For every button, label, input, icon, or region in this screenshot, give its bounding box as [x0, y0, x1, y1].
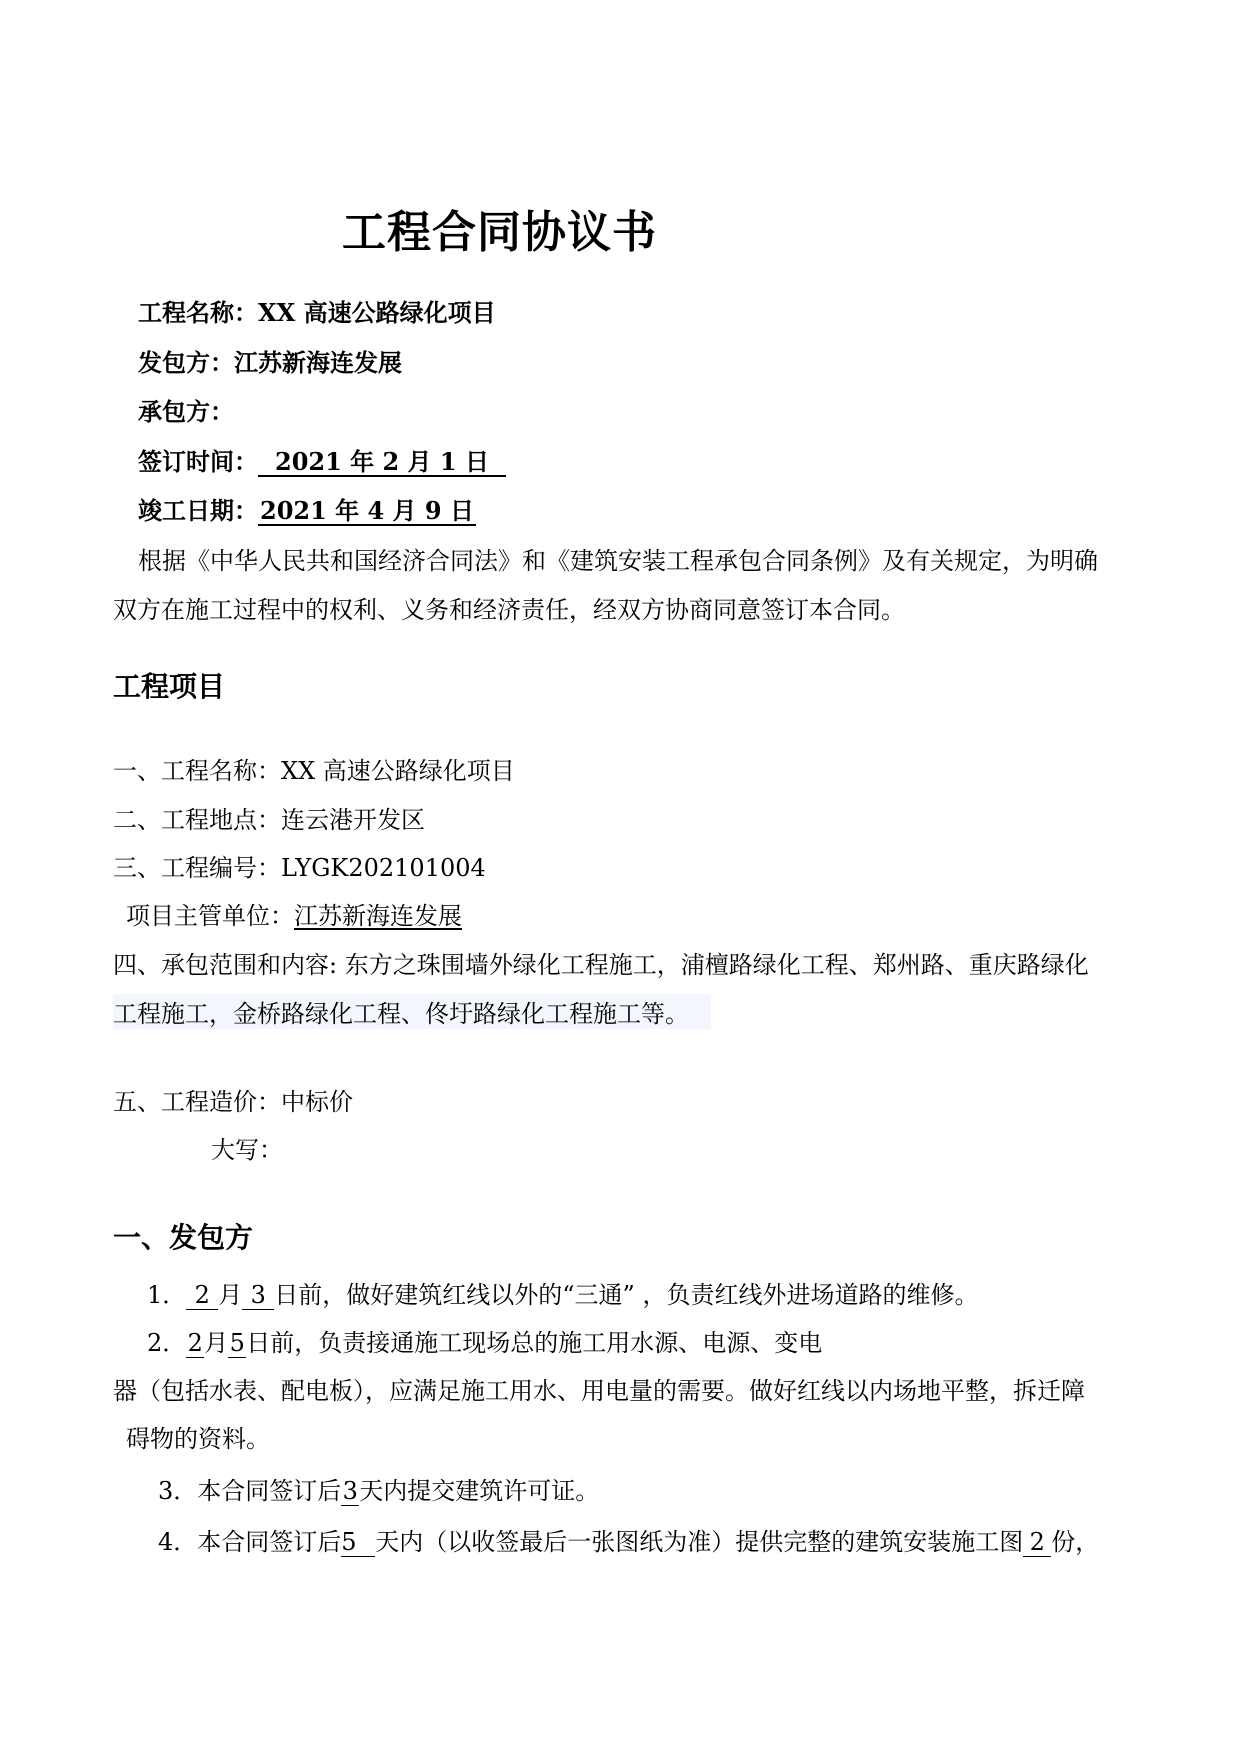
- client-item-2-month: 2: [187, 1329, 203, 1357]
- project-item-name: [113, 751, 515, 786]
- project-item-name-label: 一、工程名称：: [113, 757, 281, 785]
- project-scope-label: 四、承包范围和内容:: [113, 951, 345, 979]
- project-scope-line-1: [113, 945, 1089, 980]
- client-item-4-mid: 天内（以收签最后一张图纸为准）提供完整的建筑安装施工图: [375, 1528, 1024, 1556]
- client-item-4: [158, 1522, 1099, 1557]
- completion-date-value: 2021 年 4 月 9 日: [258, 498, 476, 526]
- client-row: [138, 343, 402, 378]
- client-item-4-post: 份，: [1051, 1528, 1100, 1556]
- project-item-code-label: 三、工程编号：: [113, 854, 281, 882]
- intro-line-1: 根据《中华人民共和国经济合同法》和《建筑安装工程承包合同条例》及有关规定，为明确: [138, 547, 1098, 575]
- completion-date-label: 竣工日期：: [138, 496, 258, 525]
- client-item-2-month-unit: 月: [204, 1329, 229, 1357]
- document-title: 工程合同协议书: [342, 207, 657, 258]
- project-scope-line-2: 工程施工，金桥路绿化工程、佟圩路绿化工程施工等。: [113, 994, 711, 1029]
- contractor-label: 承包方：: [138, 397, 234, 426]
- client-item-2-line-2: 器（包括水表、配电板），应满足施工用水、用电量的需要。做好红线以内场地平整，拆迁障: [113, 1377, 1085, 1405]
- client-item-1-month-unit: 月: [218, 1281, 243, 1309]
- project-price-capital-label: 大写：: [211, 1136, 283, 1164]
- project-item-code: [113, 848, 486, 883]
- project-name-label: 工程名称：: [138, 298, 258, 327]
- client-item-2-text: 日前，负责接通施工现场总的施工用水源、电源、变电: [246, 1329, 823, 1357]
- client-item-1-text: 日前，做好建筑红线以外的“三通” ，负责红线外进场道路的维修。: [274, 1281, 979, 1309]
- project-item-code-value: LYGK202101004: [281, 854, 486, 882]
- project-item-location-label: 二、工程地点：: [113, 806, 281, 834]
- client-item-2-number: 2．: [147, 1329, 187, 1357]
- client-item-1-number: 1．: [147, 1281, 187, 1309]
- client-item-4-days: 5: [341, 1530, 375, 1557]
- project-price-row: [113, 1082, 353, 1117]
- project-manager-label: 项目主管单位：: [126, 902, 294, 930]
- client-item-1: [147, 1275, 978, 1310]
- client-item-3: [158, 1471, 599, 1506]
- sign-date-value: 2021 年 2 月 1 日: [258, 449, 506, 477]
- client-label: 发包方：: [138, 348, 234, 377]
- client-item-3-number: 3．: [158, 1477, 198, 1505]
- completion-date-row: [138, 491, 476, 526]
- client-item-2-day: 5: [229, 1329, 245, 1357]
- client-item-1-day: 3: [242, 1283, 274, 1310]
- project-item-location: [113, 800, 425, 835]
- client-item-4-number: 4．: [158, 1528, 198, 1556]
- project-manager-value: 江苏新海连发展: [294, 902, 462, 930]
- sign-date-row: [138, 442, 506, 477]
- client-item-2-line-3: 碍物的资料。: [126, 1425, 270, 1453]
- project-name-row: [138, 293, 496, 328]
- project-item-name-value: XX 高速公路绿化项目: [281, 757, 515, 785]
- project-manager-row: [126, 896, 462, 931]
- project-price-value: 中标价: [281, 1088, 353, 1116]
- section-heading-client: 一、发包方: [113, 1221, 254, 1254]
- section-heading-project: 工程项目: [113, 670, 226, 703]
- sign-date-label: 签订时间：: [138, 447, 258, 476]
- client-item-4-pre: 本合同签订后: [197, 1528, 342, 1556]
- project-item-location-value: 连云港开发区: [281, 806, 425, 834]
- client-item-4-copies: 2: [1023, 1530, 1051, 1557]
- client-item-3-pre: 本合同签订后: [197, 1477, 342, 1505]
- client-item-3-days: 3: [342, 1477, 358, 1505]
- client-item-2: [147, 1323, 822, 1358]
- intro-line-2: 双方在施工过程中的权利、义务和经济责任，经双方协商同意签订本合同。: [113, 596, 905, 624]
- project-scope-text-1: 东方之珠围墙外绿化工程施工，浦檀路绿化工程、郑州路、重庆路绿化: [344, 951, 1089, 979]
- client-item-1-month: 2: [186, 1283, 218, 1310]
- project-price-label: 五、工程造价：: [113, 1088, 281, 1116]
- project-name-value: XX 高速公路绿化项目: [258, 298, 496, 327]
- client-item-3-post: 天内提交建筑许可证。: [359, 1477, 600, 1505]
- client-value: 江苏新海连发展: [234, 348, 402, 377]
- contractor-row: [138, 392, 234, 427]
